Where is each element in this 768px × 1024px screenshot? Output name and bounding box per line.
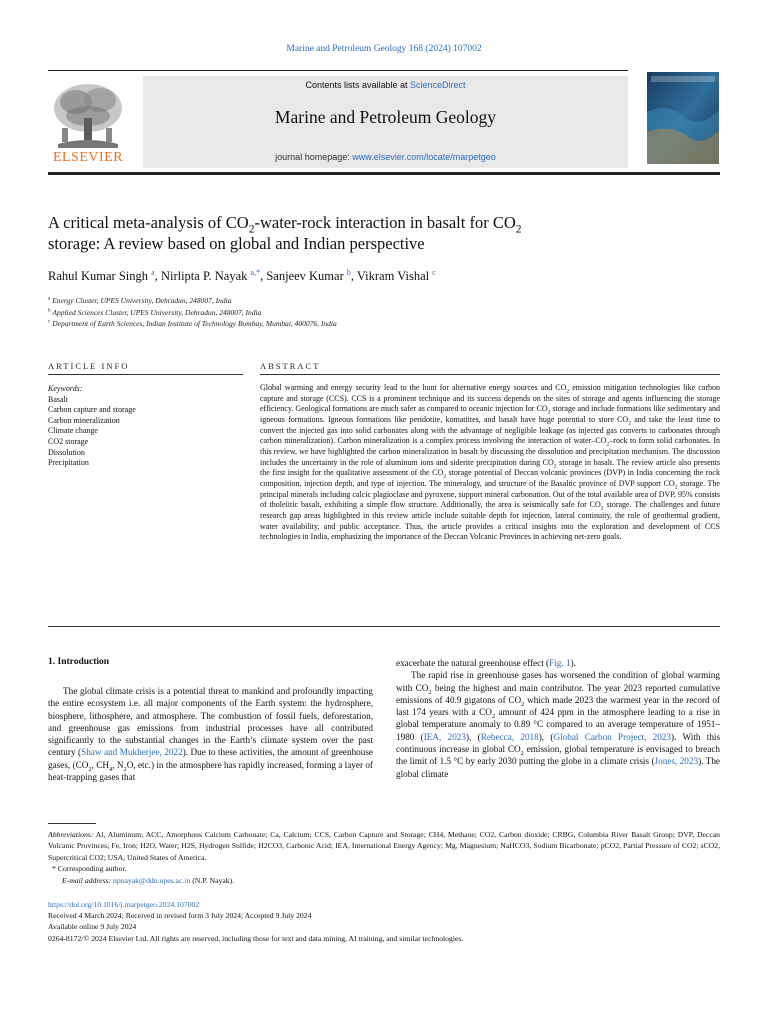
body-column-right: [396, 657, 720, 780]
doi-link[interactable]: https://doi.org/10.1016/j.marpetgeo.2024.107002: [48, 900, 200, 909]
email-footnote: [48, 875, 720, 886]
author-affiliation-mark[interactable]: a,*: [250, 267, 261, 277]
title-part: storage: A review based on global and Indian perspective: [48, 234, 425, 253]
section-heading-introduction: 1. Introduction: [48, 657, 110, 667]
body-paragraph: The rapid rise in greenhouse gases has worsened the condition of global warming with $CO_2$ being the highest and main contributor. The year 2023 reported cumulative emissions of 40.9 gigatons of $CO_2$ which made 2023 the warmest year in the record of last 174 years with a $CO_2$ amount of 424 ppm in the atmosphere leading to a rise in global temperature anomaly to 0.89 °C compared to an average temperature of 1951–1980 (IEA, 2023), (Rebecca, 2018), (Global Carbon Project, 2023). With this continuous increase in global $CO_2$ emission, global temperature is envisaged to breach the limit of 1.5 °C by early 2030 putting the globe in a climate crisis (Jones, 2023). The global climate: [396, 670, 721, 779]
affiliations: [48, 295, 708, 330]
affiliation-mark: a: [48, 295, 51, 302]
keyword-item: Precipitation: [48, 458, 89, 468]
citation-link[interactable]: Global Carbon Project, 2023: [553, 731, 672, 742]
title-part: -water-rock interaction in basalt for CO: [254, 213, 516, 232]
text-segment: being the highest and main contributor. The year 2023 reported cumulative emissions of 40.9 gigatons of CO: [396, 682, 720, 705]
email-suffix: (N.P. Nayak).: [190, 875, 235, 885]
text-segment: which made 2023 the warmest year in the record of last 174 years with a CO: [396, 694, 720, 718]
abstract-segment: storage and include formations like sedimentary and igneous formations. Igneous formations like peridotite, komatiites, and basalt have huge potential to store CO: [260, 404, 721, 424]
affiliation-text: Applied Sciences Cluster, UPES University, Dehradun, 248007, India: [52, 307, 262, 317]
sciencedirect-link[interactable]: ScienceDirect: [410, 80, 466, 90]
body-paragraph: The global climate crisis is a potential threat to mankind and profoundly impacting the entire ecosystem i.e. all major components of the Earth system: the hydrosphere, biosphere, lithosphere, and atmosphere. The combustion of fossil fuels, deforestation, and greenhouse gas emissions from industrial processes have all contributed significantly to the substantial changes in the Earth’s climate system over the past century (Shaw and Mukherjee, 2022). Due to these activities, the amount of greenhouse gases, ($CO_2$, $CH_4$, $N_2O$, etc.) in the atmosphere has rapidly increased, forming a layer of heat-trapping gases that: [48, 686, 373, 783]
affiliation-item: [48, 318, 708, 330]
author-name[interactable]: Rahul Kumar Singh: [48, 269, 148, 283]
author-affiliation-mark[interactable]: b: [346, 267, 351, 277]
citation-link[interactable]: IEA, 2023: [423, 731, 466, 742]
text-segment: ). The global climate: [396, 756, 720, 779]
abstract-text: Global warming and energy security lead to the hunt for alternative energy sources and $CO_2$ emission mitigation technologies like carbon capture and storage (CCS). CCS is a prominent technique and its success depends on the sites of storage and agents influencing the storage efficiency. Geological formations are much safer as compared to oceanic injection for $CO_2$ storage and include formations like sedimentary and igneous formations. Igneous formations like peridotite, komatiites, and basalt have huge potential to store $CO_2$ and take the least time to convert the injected gas into solid carbonates along with the advantage of negligible leakage (as injected gas converts to carbonates through carbon mineralization). Carbon mineralization is a complex process involving the interaction of water–$CO_2$–rock to form solid carbonates. In this review, we have highlighted the carbon mineralization in basalt by discussing the dissolution and precipitation mechanism. The discussion includes the uncertainty in the role of aluminum ions and siderite precipitation during $CO_2$ storage in basalt. The review article also presents the first insight for the qualitative assessment of the $CO_2$ storage potential of Deccan volcanic provinces (DVP) in India concerning the rock composition, injection depth, and type of injection. The mineralogy, and structure of the Basaltic province of DVP support $CO_2$ storage. The principal minerals including calcic plagioclase and pyroxene, support mineral carbonation. Out of the total available area of DVP, 95% consists of tholeiitic basalt, exhibiting a simple flow structure. Additionally, the area is seismically safe for $CO_2$ storage. The challenges and future research gap areas highlighted in this review article include suitable depth for injection, lateral continuity, the role of geothermal gradient, water availability, and public acceptance. Thus, the article provides a critical insights into the exploration and development of CCS technologies in India, emphasizing the importance of the Deccan Volcanic Provinces in achieving net-zero goals.: [260, 383, 721, 542]
figure-link[interactable]: Fig. 1: [549, 658, 571, 668]
homepage-line: [143, 152, 628, 162]
journal-reference[interactable]: Marine and Petroleum Geology 168 (2024) 107002: [286, 44, 482, 54]
publication-info: [48, 899, 720, 944]
citation-link[interactable]: Shaw and Mukherjee, 2022: [81, 747, 183, 758]
text-segment: O, etc.) in the atmosphere has rapidly increased, forming a layer of heat-trapping gases that: [48, 759, 373, 783]
homepage-link[interactable]: www.elsevier.com/locate/marpetgeo: [352, 152, 496, 162]
text-segment: amount of 424 ppm in the atmosphere leading to a rise in global temperature anomaly to 0.89 °C compared to an average temperature of 1951–1980 (: [396, 707, 720, 742]
masthead-top-rule: [48, 70, 628, 71]
abbreviations-label: Abbreviations:: [48, 830, 94, 839]
text-segment: The rapid rise in greenhouse gases has worsened the condition of global warming with CO: [396, 670, 720, 693]
text-segment: ), (: [538, 731, 554, 742]
abbreviations-footnote: [48, 829, 720, 863]
elsevier-wordmark[interactable]: ELSEVIER: [52, 150, 124, 165]
abstract-segment: and take the least time to convert the injected gas into solid carbonates along with the advantage of negligible leakage (as injected gas converts to carbonates through carbon mineralization). Carbon mineralization is a complex process involving the interaction of water–CO: [260, 414, 721, 446]
text-segment: ). Due to these activities, the amount of greenhouse gases, (CO: [48, 747, 373, 770]
keyword-item: Basalt: [48, 394, 68, 404]
keywords-list: [48, 384, 243, 469]
copyright-notice: 0264-8172/© 2024 Elsevier Ltd. All rights are reserved, including those for text and data mining, AI training, and similar technologies.: [48, 933, 464, 943]
journal-cover-image[interactable]: [647, 72, 719, 164]
contents-prefix: Contents lists available at: [305, 80, 411, 90]
contents-line: [143, 80, 628, 90]
author-name[interactable]: Nirlipta P. Nayak: [160, 269, 248, 283]
abstract-segment: storage. The principal minerals including calcic plagioclase and pyroxene, support mineral carbonation. Out of the total available area of DVP, 95% consists of tholeiitic basalt, exhibiting a simple flow structure. Additionally, the area is seismically safe for CO: [260, 478, 720, 510]
keywords-label: Keywords:: [48, 384, 83, 393]
footnotes: [48, 829, 720, 886]
text-segment: The global climate crisis is a potential threat to mankind and profoundly impacting the entire ecosystem i.e. all major components of the Earth system: the hydrosphere, biosphere, lithosphere, and atmosphere. The combustion of fossil fuels, deforestation, and greenhouse gas emissions from industrial processes have all contributed significantly to the substantial changes in the Earth’s climate system over the past century (: [48, 686, 373, 758]
affiliation-item: [48, 295, 708, 307]
corresponding-author-note: * Corresponding author.: [52, 864, 127, 874]
keyword-item: Carbon capture and storage: [48, 405, 136, 415]
citation-link[interactable]: Rebecca, 2018: [480, 731, 539, 742]
author-name[interactable]: Sanjeev Kumar: [266, 269, 344, 283]
author-affiliation-mark[interactable]: a: [151, 267, 155, 277]
title-part: A critical meta-analysis of CO: [48, 213, 249, 232]
footnote-rule: [48, 823, 96, 824]
affiliation-text: Department of Earth Sciences, Indian Institute of Technology Bombay, Mumbai, 400076, India: [52, 319, 337, 328]
received-dates: Received 4 March 2024; Received in revised form 3 July 2024; Accepted 9 July 2024: [48, 911, 312, 921]
citation-link[interactable]: Jones, 2023: [654, 756, 699, 767]
masthead-bottom-rule: [48, 172, 720, 175]
journal-name[interactable]: Marine and Petroleum Geology: [274, 107, 497, 127]
keyword-item: CO2 storage: [48, 436, 89, 446]
keyword-item: Climate change: [48, 426, 98, 436]
affiliation-item: [48, 307, 708, 319]
abstract-segment: emission mitigation technologies like carbon capture and storage (CCS). CCS is a prominent technique and its success depends on the sites of storage and agents influencing the storage efficiency. Geological formations are much safer as compared to oceanic injection for CO: [260, 383, 720, 414]
abstract-segment: storage. The challenges and future research gap areas highlighted in this review article include suitable depth for injection, lateral continuity, the role of geothermal gradient, water availability, and public acceptance. Thus, the article provides a critical insights into the exploration and development of CCS technologies in India, emphasizing the importance of the Deccan Volcanic Provinces in achieving net-zero goals.: [260, 500, 720, 542]
online-date: Available online 9 July 2024: [48, 922, 137, 932]
text-segment: ), (: [465, 731, 481, 742]
homepage-prefix: journal homepage:: [275, 152, 353, 162]
article-info-rule: [48, 374, 243, 375]
email-link[interactable]: npnayak@ddn.upes.ac.in: [112, 875, 191, 885]
abstract-bottom-rule: [48, 626, 720, 627]
text-segment: emission, global temperature is envisaged to breach the limit of 1.5 °C by early 2030 putting the globe in a climate crisis (: [396, 744, 720, 767]
affiliation-mark: b: [48, 307, 51, 313]
text-segment: , CH: [91, 759, 109, 770]
text-segment: ).: [570, 658, 576, 668]
email-label: E-mail address:: [62, 875, 112, 885]
keyword-item: Dissolution: [48, 447, 85, 457]
author-affiliation-mark[interactable]: c: [432, 267, 436, 277]
abstract-rule: [260, 374, 720, 375]
text-segment: exacerbate the natural greenhouse effect (: [396, 658, 550, 668]
abstract-segment: Global warming and energy security lead to the hunt for alternative energy sources and CO: [260, 383, 567, 392]
affiliation-text: Energy Cluster, UPES University, Dehradun, 248007, India: [52, 296, 232, 305]
author-name[interactable]: Vikram Vishal: [356, 269, 430, 283]
article-info-heading: ARTICLE INFO: [48, 361, 130, 371]
abstract-segment: storage potential of Deccan volcanic provinces (DVP) in India concerning the rock composition, injection depth, and type of injection. The mineralogy, and structure of the Basaltic province of DVP support CO: [260, 468, 720, 488]
body-column-left: [48, 685, 373, 783]
article-title: A critical meta-analysis of $CO_2-water$-rock interaction in basalt for $CO_2$ storage: A review based on global and Indian perspective: [48, 213, 522, 253]
abstract-segment: storage in basalt. The review article also presents the first insight for the qualitative assessment of the CO: [260, 457, 720, 478]
author-list: Rahul Kumar Singh $^a$, Nirlipta P. Nayak $^{a,*}$, Sanjeev Kumar $^b$, Vikram Vishal $^c$: [48, 267, 436, 283]
abstract-heading: ABSTRACT: [260, 361, 321, 371]
text-segment: ). With this continuous increase in global CO: [396, 731, 721, 755]
affiliation-mark: c: [48, 318, 51, 325]
abstract-segment: –rock to form solid carbonates. In this review, we have highlighted the carbon mineralization in basalt by discussing the dissolution and precipitation mechanism. The discussion includes the uncertainty in the role of aluminum ions and siderite precipitation during CO: [260, 436, 720, 467]
keyword-item: Carbon mineralization: [48, 415, 120, 425]
text-segment: , N: [112, 759, 124, 770]
body-paragraph-continued: [396, 657, 720, 669]
abbreviations-text: Al, Aluminum; ACC, Amorphous Calcium Carbonate; Ca, Calcium; CCS, Carbon Capture and Storage; CH4, Methane; CO2, Carbon dioxide; CRBG, Columbia River Basalt Group; DVP, Deccan Volcanic Provinces; Fe, Iron; H2O, Water; H2S, Hydrogen Sulfide; H2CO3, Carbonic Acid; IEA, International Energy Agency; Mg, Magnesium; NaHCO3, Sodium Bicarbonate; pCO2, Partial Pressure of CO2; sCO2, Supercritical CO2; USA, United States of America.: [48, 830, 720, 862]
